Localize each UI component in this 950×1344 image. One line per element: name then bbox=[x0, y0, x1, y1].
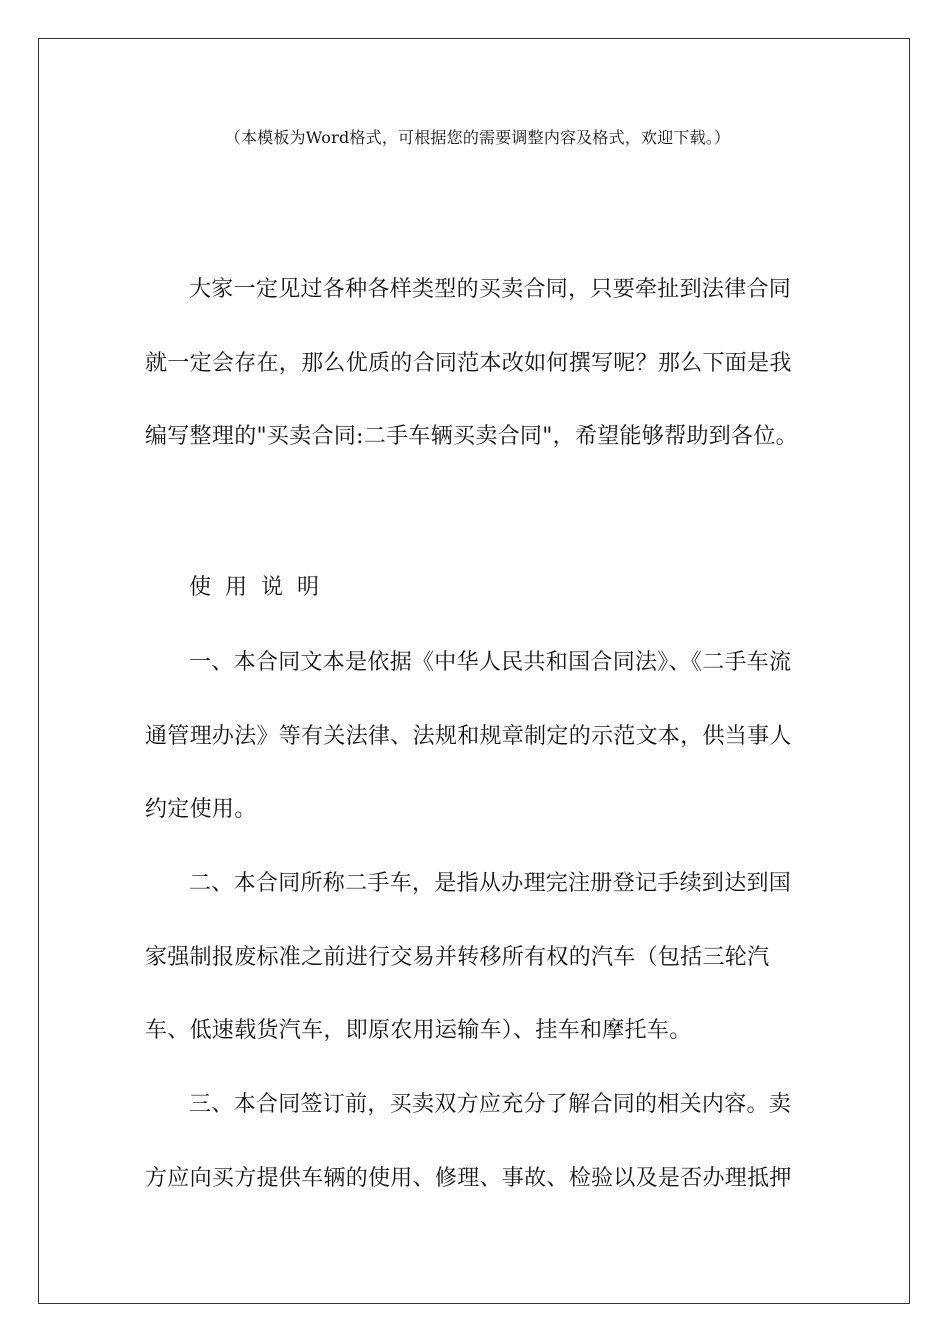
clause-3: 三、本合同签订前，买卖双方应充分了解合同的相关内容。卖方应向买方提供车辆的使用、修理、事故、检验以及是否办理抵押 bbox=[145, 1092, 792, 1191]
clause-1: 一、本合同文本是依据《中华人民共和国合同法》、《二手车流通管理办法》等有关法律、法规和规章制定的示范文本，供当事人约定使用。 bbox=[145, 650, 792, 822]
section-heading: 使用说明 bbox=[189, 575, 334, 600]
intro-paragraph: 大家一定见过各种各样类型的买卖合同，只要牵扯到法律合同就一定会存在，那么优质的合同范本改如何撰写呢？那么下面是我编写整理的"买卖合同:二手车辆买卖合同"，希望能够帮助到各位。 bbox=[145, 277, 798, 449]
clause-2: 二、本合同所称二手车，是指从办理完注册登记手续到达到国家强制报废标准之前进行交易并转移所有权的汽车（包括三轮汽车、低速载货汽车，即原农用运输车）、挂车和摩托车。 bbox=[145, 871, 792, 1043]
template-note: （本模板为Word格式，可根据您的需要调整内容及格式，欢迎下载。） bbox=[224, 128, 731, 147]
